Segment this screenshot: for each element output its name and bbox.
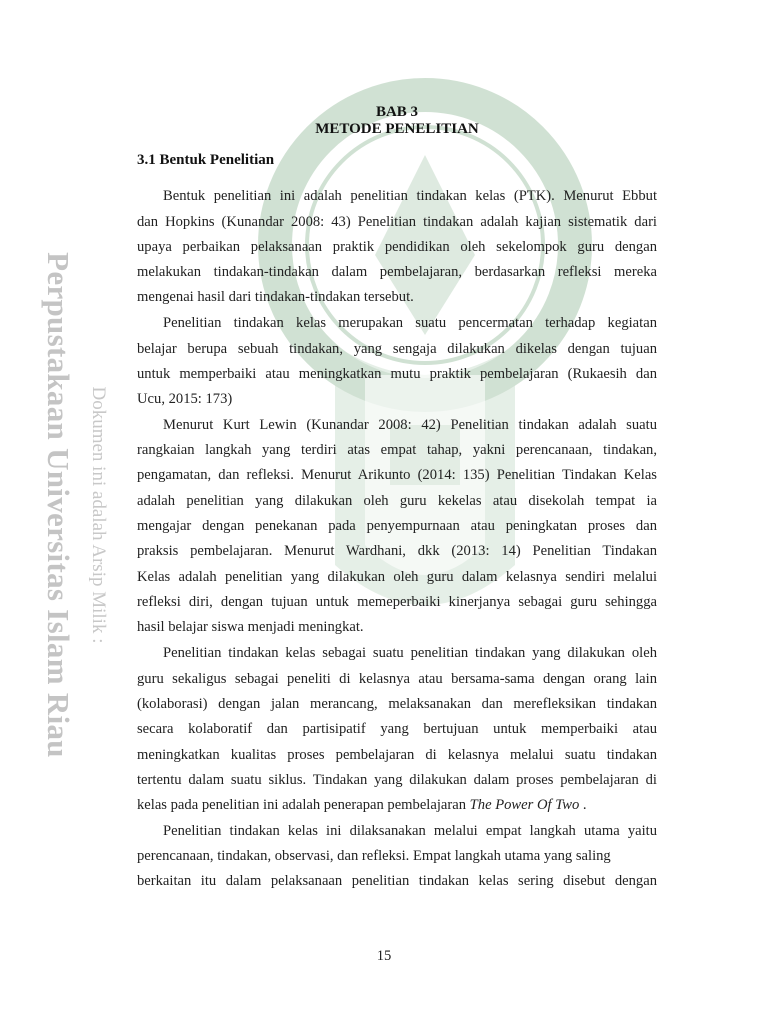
paragraph-line: guru sekaligus sebagai peneliti di kelasnya atau bersama-sama dengan orang lain	[137, 671, 657, 687]
paragraph-line: Kelas adalah penelitian yang dilakukan oleh guru dalam kelasnya sendiri melalui	[137, 569, 657, 585]
paragraph-line: Penelitian tindakan kelas sebagai suatu penelitian tindakan yang dilakukan oleh	[163, 645, 657, 661]
paragraph-line: rangkaian langkah yang terdiri atas empat tahap, yakni perencanaan, tindakan,	[137, 442, 657, 458]
chapter-title: METODE PENELITIAN	[315, 121, 479, 137]
paragraph-line: refleksi diri, dengan tujuan untuk memeperbaiki kinerjanya sebagai guru sehingga	[137, 594, 657, 610]
paragraph-line: Bentuk penelitian ini adalah penelitian tindakan kelas (PTK). Menurut Ebbut	[163, 188, 657, 204]
paragraph-line: Penelitian tindakan kelas ini dilaksanakan melalui empat langkah utama yaitu	[163, 823, 657, 839]
paragraph-line: belajar berupa sebuah tindakan, yang sengaja dilakukan dikelas dengan tujuan	[137, 341, 657, 357]
paragraph-line: upaya perbaikan pelaksanaan praktik pendidikan oleh sekelompok guru dengan	[137, 239, 657, 255]
paragraph-line: mengenai hasil dari tindakan-tindakan tersebut.	[137, 289, 414, 305]
chapter-number: BAB 3	[375, 104, 419, 120]
paragraph-line: melakukan tindakan-tindakan dalam pembelajaran, berdasarkan refleksi mereka	[137, 264, 657, 280]
paragraph-line: untuk memperbaiki atau meningkatkan mutu praktik pembelajaran (Rukaesih dan	[137, 366, 657, 382]
paragraph-line: praksis pembelajaran. Menurut Wardhani, dkk (2013: 14) Penelitian Tindakan	[137, 543, 657, 559]
paragraph-line: perencanaan, tindakan, observasi, dan refleksi. Empat langkah utama yang saling	[137, 848, 611, 864]
paragraph-line: adalah penelitian yang dilakukan oleh guru kekelas atau disekolah tempat ia	[137, 493, 657, 509]
paragraph-line: Menurut Kurt Lewin (Kunandar 2008: 42) Penelitian tindakan adalah suatu	[163, 417, 657, 433]
paragraph-line: Penelitian tindakan kelas merupakan suatu pencermatan terhadap kegiatan	[163, 315, 657, 331]
paragraph-line: dan Hopkins (Kunandar 2008: 43) Penelitian tindakan adalah kajian sistematik dari	[137, 214, 657, 230]
paragraph-line: secara kolaboratif dan partisipatif yang bertujuan untuk memperbaiki atau	[137, 721, 657, 737]
paragraph-line: (kolaborasi) dengan jalan merancang, melaksanakan dan merefleksikan tindakan	[137, 696, 657, 712]
paragraph-line: berkaitan itu dalam pelaksanaan penelitian tindakan kelas sering disebut dengan	[137, 873, 657, 889]
section-title: 3.1 Bentuk Penelitian	[137, 152, 275, 168]
page-number: 15	[376, 948, 392, 964]
paragraph-line: tertentu dalam suatu siklus. Tindakan yang dilakukan dalam proses pembelajaran di	[137, 772, 657, 788]
paragraph-line: mengajar dengan penekanan pada penyempurnaan atau peningkatan proses dan	[137, 518, 657, 534]
paragraph-line: meningkatkan kualitas proses pembelajaran di kelasnya melalui suatu tindakan	[137, 747, 657, 763]
paragraph-line: kelas pada penelitian ini adalah penerapan pembelajaran The Power Of Two .	[137, 797, 587, 813]
italic-term: The Power Of Two	[469, 797, 580, 813]
paragraph-line: hasil belajar siswa menjadi meningkat.	[137, 619, 364, 635]
paragraph-line: pengamatan, dan refleksi. Menurut Arikunto (2014: 135) Penelitian Tindakan Kelas	[137, 467, 657, 483]
archive-watermark-text: Dokumen ini adalah Arsip Milik :	[88, 386, 109, 644]
library-watermark-text: Perpustakaan Universitas Islam Riau	[41, 252, 76, 758]
paragraph-line: Ucu, 2015: 173)	[137, 391, 233, 407]
